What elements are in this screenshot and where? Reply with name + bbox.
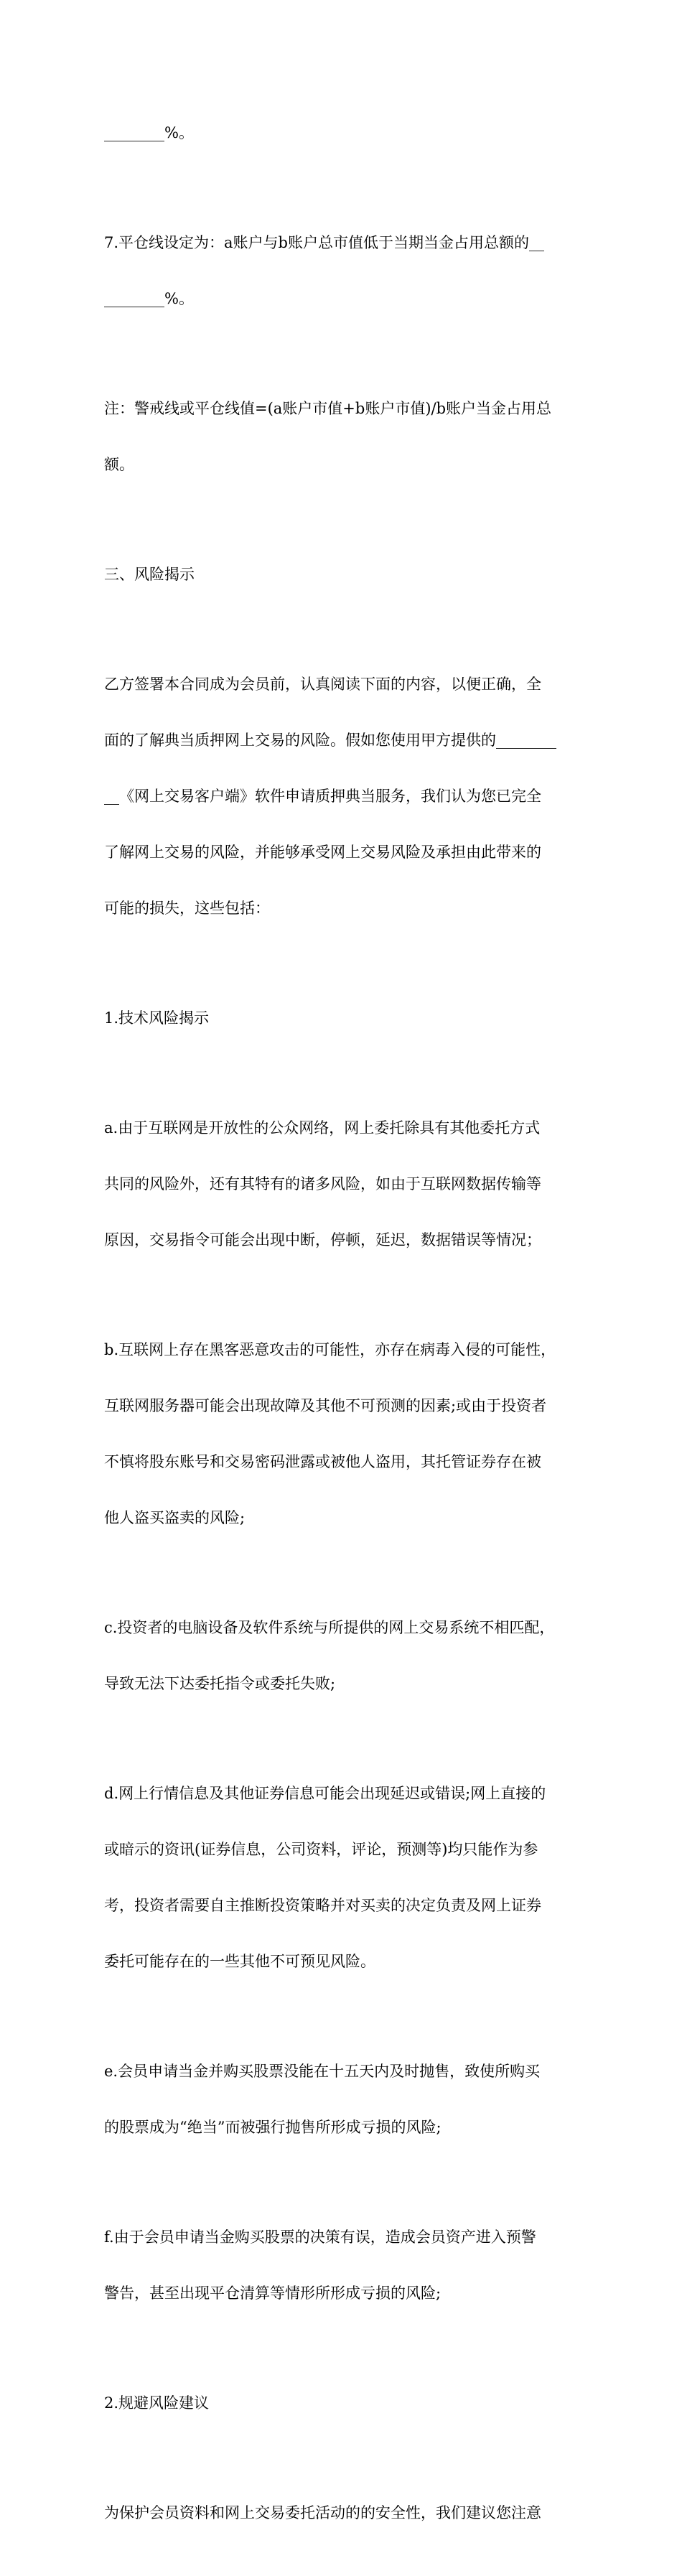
text-line: 不慎将股东账号和交易密码泄露或被他人盗用，其托管证券存在被 — [104, 1453, 541, 1470]
text-line: __《网上交易客户端》软件申请质押典当服务，我们认为您已完全 — [104, 788, 541, 805]
text-line: 警告，甚至出现平仓清算等情形所形成亏损的风险; — [104, 2285, 442, 2302]
text-line: 可能的损失，这些包括： — [104, 900, 270, 917]
paragraph-percent-continuation — [104, 86, 581, 179]
text-line: 2.规避风险建议 — [104, 2394, 210, 2412]
text-line: ________%。 — [104, 290, 194, 307]
text-line: 为保护会员资料和网上交易委托活动的的安全性，我们建议您注意 — [104, 2504, 541, 2521]
paragraph-protection — [104, 2466, 581, 2559]
text-line: 的股票成为“绝当”而被强行抛售所形成亏损的风险; — [104, 2119, 442, 2136]
paragraph-item-a — [104, 1081, 581, 1287]
text-line: b.互联网上存在黑客恶意攻击的可能性，亦存在病毒入侵的可能性， — [104, 1341, 556, 1358]
paragraph-intro — [104, 638, 581, 955]
text-line: a.由于互联网是开放性的公众网络，网上委托除具有其他委托方式 — [104, 1119, 541, 1137]
text-line: c.投资者的电脑设备及软件系统与所提供的网上交易系统不相匹配， — [104, 1619, 555, 1636]
text-line: 或暗示的资讯(证券信息，公司资料，评论，预测等)均只能作为参 — [104, 1841, 538, 1858]
paragraph-item-b — [104, 1303, 581, 1564]
document-body — [104, 86, 581, 2576]
text-line: 他人盗买盗卖的风险; — [104, 1509, 246, 1526]
text-line: 互联网服务器可能会出现故障及其他不可预测的因素;或由于投资者 — [104, 1397, 547, 1414]
text-line: 面的了解典当质押网上交易的风险。假如您使用甲方提供的________ — [104, 732, 556, 749]
text-line: 乙方签署本合同成为会员前，认真阅读下面的内容，以便正确，全 — [104, 676, 541, 693]
text-line: 三、风险揭示 — [104, 566, 195, 583]
text-line: 委托可能存在的一些其他不可预见风险。 — [104, 1953, 375, 1970]
section-heading-risk-disclosure — [104, 528, 581, 621]
text-line: 考，投资者需要自主推断投资策略并对买卖的决定负责及网上证券 — [104, 1897, 541, 1914]
text-line: 注：警戒线或平仓线值=(a账户市值+b账户市值)/b账户当金占用总 — [104, 400, 552, 417]
text-line: ________%。 — [104, 124, 194, 141]
text-line: f.由于会员申请当金购买股票的决策有误，造成会员资产进入预警 — [104, 2229, 536, 2246]
text-line: 导致无法下达委托指令或委托失败; — [104, 1675, 336, 1692]
text-line: 了解网上交易的风险，并能够承受网上交易风险及承担由此带来的 — [104, 844, 541, 861]
text-line: 原因，交易指令可能会出现中断，停顿，延迟，数据错误等情况； — [104, 1231, 541, 1249]
text-line: 额。 — [104, 456, 134, 473]
paragraph-note — [104, 362, 581, 511]
text-line: d.网上行情信息及其他证券信息可能会出现延迟或错误;网上直接的 — [104, 1785, 546, 1802]
paragraph-liquidation-line — [104, 196, 581, 345]
text-line: 1.技术风险揭示 — [104, 1009, 210, 1027]
paragraph-item-d — [104, 1747, 581, 2008]
text-line: 7.平仓线设定为：a账户与b账户总市值低于当期当金占用总额的__ — [104, 234, 544, 251]
paragraph-item-f — [104, 2190, 581, 2340]
text-line: 共同的风险外，还有其特有的诸多风险，如由于互联网数据传输等 — [104, 1175, 541, 1193]
text-line: e.会员申请当金并购买股票没能在十五天内及时抛售，致使所购买 — [104, 2063, 541, 2080]
subheading-technical-risk — [104, 971, 581, 1065]
subheading-risk-avoidance — [104, 2356, 581, 2450]
paragraph-item-e — [104, 2025, 581, 2174]
paragraph-item-c — [104, 1581, 581, 1730]
